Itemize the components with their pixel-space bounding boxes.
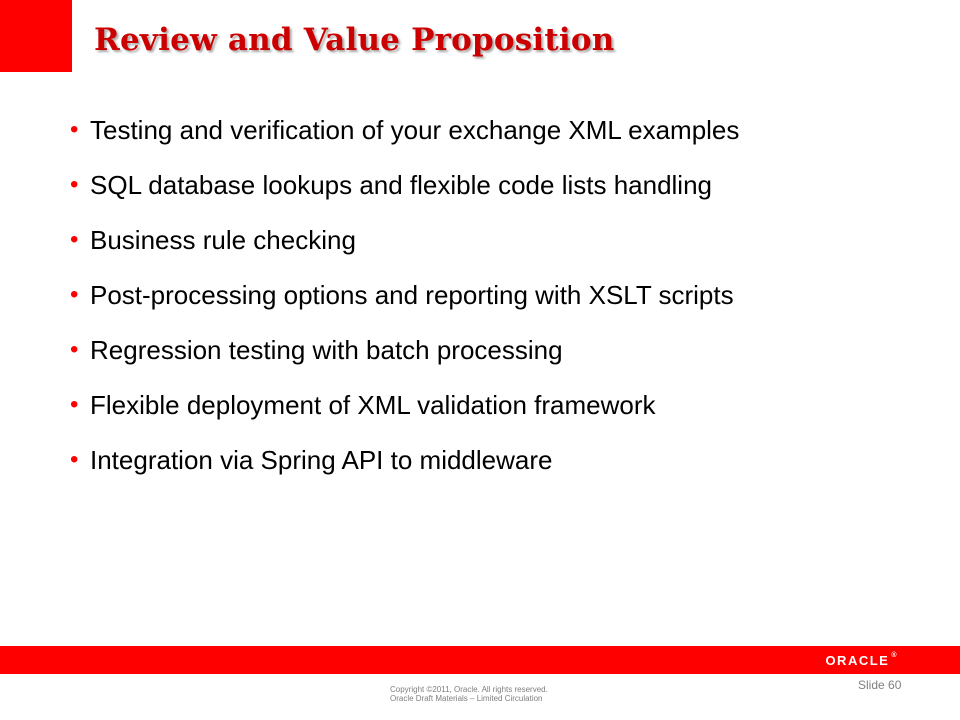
- oracle-logo: [825, 652, 898, 668]
- circulation-line: Oracle Draft Materials – Limited Circulation: [390, 694, 543, 703]
- copyright-notice: [390, 685, 548, 703]
- bullet-text: SQL database lookups and flexible code lists handling: [90, 169, 713, 200]
- bullet-item: [70, 330, 739, 370]
- logo-text: ORACLE: [825, 652, 890, 668]
- bullet-list: [70, 110, 739, 495]
- bullet-item: [70, 385, 739, 425]
- bullet-item: [70, 110, 739, 150]
- bullet-marker: •: [70, 281, 79, 308]
- bullet-marker: •: [70, 391, 79, 418]
- bullet-text: Flexible deployment of XML validation framework: [90, 389, 656, 420]
- bullet-text: Post-processing options and reporting with XSLT scripts: [90, 279, 734, 310]
- bullet-item: [70, 440, 739, 480]
- bullet-marker: •: [70, 116, 79, 143]
- bullet-marker: •: [70, 336, 79, 363]
- bullet-item: [70, 165, 739, 205]
- bullet-text: Regression testing with batch processing: [90, 334, 563, 365]
- registered-mark: ®: [891, 652, 898, 659]
- slide-title: Review and Value Proposition: [94, 22, 615, 58]
- corner-accent-block: [0, 0, 72, 72]
- bullet-marker: •: [70, 446, 79, 473]
- bullet-item: [70, 275, 739, 315]
- copyright-line: Copyright ©2011, Oracle. All rights reserved.: [390, 685, 548, 694]
- bullet-item: [70, 220, 739, 260]
- bullet-text: Business rule checking: [90, 224, 356, 255]
- footer-bar: [0, 646, 960, 674]
- bullet-marker: •: [70, 171, 79, 198]
- slide-number: Slide 60: [858, 678, 902, 692]
- bullet-text: Integration via Spring API to middleware: [90, 444, 553, 475]
- bullet-marker: •: [70, 226, 79, 253]
- bullet-text: Testing and verification of your exchange XML examples: [90, 114, 740, 145]
